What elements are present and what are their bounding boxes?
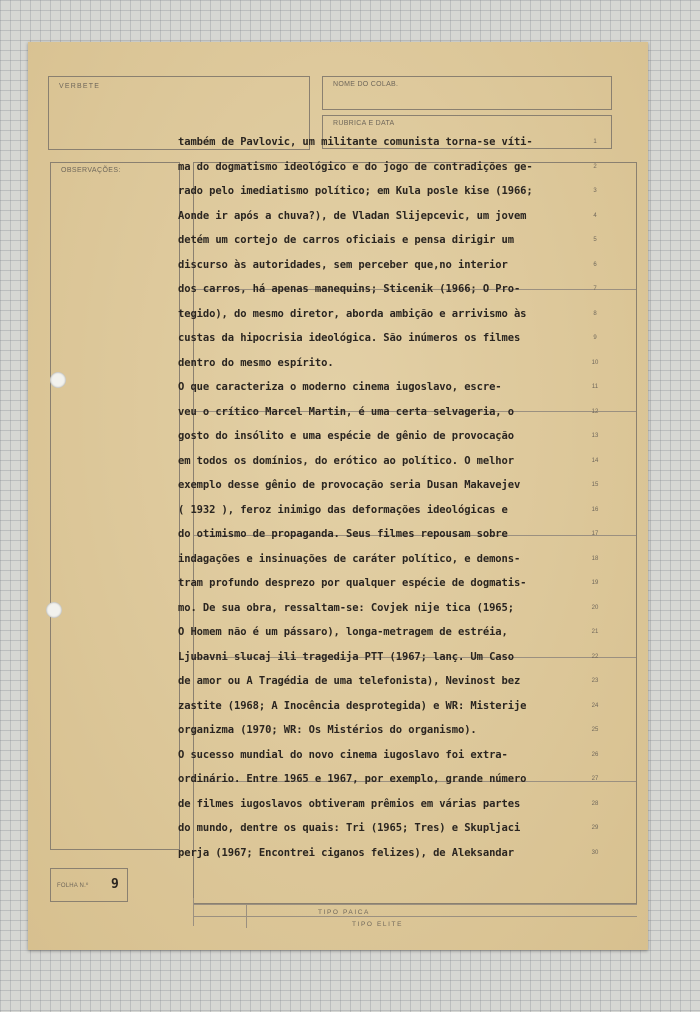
bottom-rule [193,916,637,917]
line-number: 25 [591,727,599,733]
text-line: mo. De sua obra, ressaltam-se: Covjek nije tica (1965; [178,601,514,614]
bottom-tick [246,904,247,928]
text-line: do mundo, dentre os quais: Tri (1965; Tres) e Skupljaci [178,822,521,834]
tipo-elite-label: TIPO ELITE [352,921,404,928]
text-line: de amor ou A Tragédia de uma telefonista), Nevinost bez [178,675,521,687]
line-number: 10 [591,359,599,366]
bottom-rule [193,904,637,905]
text-line: Aonde ir após a chuva?), de Vladan Slijepcevic, um jovem [178,209,527,222]
observacoes-box [50,162,180,850]
line-number: 24 [591,702,599,709]
text-line: tram profundo desprezo por qualquer espécie de dogmatis- [178,577,527,589]
line-number: 12 [591,408,599,415]
text-line: rado pelo imediatismo político; em Kula posle kise (1966; [178,185,533,197]
line-number: 18 [591,555,599,562]
line-number: 20 [591,604,599,611]
line-number: 16 [591,506,599,513]
text-line: zastite (1968; A Inocência desprotegida) e WR: Misterije [178,699,527,712]
text-line: ordinário. Entre 1965 e 1967, por exemplo, grande número [178,773,527,785]
text-line: exemplo desse gênio de provocação seria Dusan Makavejev [178,479,521,491]
line-number: 21 [591,629,599,635]
text-line: dos carros, há apenas manequins; Sticenik (1966; O Pro- [178,283,521,295]
text-line: perja (1967; Encontrei ciganos felizes), de Aleksandar [178,846,514,859]
line-number: 22 [591,653,599,660]
text-line: gosto do insólito e uma espécie de gênio de provocação [178,430,514,442]
nome-colab-box [322,76,612,110]
text-line: discurso às autoridades, sem perceber que,no interior [178,258,508,271]
text-line: de filmes iugoslavos obtiveram prêmios em várias partes [178,797,521,810]
text-line: tegido), do mesmo diretor, aborda ambição e arrivismo às [178,307,527,320]
tipo-paica-label: TIPO PAICA [318,909,370,916]
line-number: 28 [591,800,599,807]
text-line: Ljubavni slucaj ili tragedija PTT (1967; lanç. Um Caso [178,650,514,663]
text-line: dentro do mesmo espírito. [178,356,334,369]
text-line: O Homem não é um pássaro), longa-metragem de estréia, [178,626,508,638]
line-number: 9 [593,335,597,341]
text-line: O que caracteriza o moderno cinema iugoslavo, escre- [178,381,502,393]
line-number: 11 [591,384,599,390]
text-line: detém um cortejo de carros oficiais e pensa dirigir um [178,234,514,246]
punch-hole [46,602,62,618]
folha-box [50,868,128,902]
text-line: também de Pavlovic, um militante comunista torna-se víti- [178,136,533,148]
bottom-tick [193,898,194,926]
line-number: 17 [591,531,599,537]
line-number: 13 [591,433,599,439]
text-line: do otimismo de propaganda. Seus filmes repousam sobre [178,528,508,540]
line-number: 2 [593,163,597,170]
text-line: em todos os domínios, do erótico ao político. O melhor [178,454,514,467]
text-line: indagações e insinuações de caráter político, e demons- [178,552,521,565]
text-line: organizma (1970; WR: Os Mistérios do organismo). [178,724,477,736]
line-number: 30 [591,849,599,856]
verbete-label: VERBETE [59,83,101,90]
text-line: ma do dogmatismo ideológico e do jogo de contradições ge- [178,160,533,173]
line-number: 3 [593,188,597,194]
line-number: 8 [593,310,597,317]
folha-label: FOLHA N.º [57,883,89,889]
rubrica-label: RUBRICA E DATA [333,120,395,127]
line-number: 26 [591,751,599,758]
line-number: 5 [593,237,597,243]
punch-hole [50,372,66,388]
line-number-column [586,130,604,865]
line-number: 6 [593,261,597,268]
nome-colab-label: NOME DO COLAB. [333,81,399,88]
text-line: veu o crítico Marcel Martin, é uma certa selvageria, o [178,405,514,418]
folha-number: 9 [111,877,119,892]
line-number: 7 [593,286,597,292]
line-number: 1 [593,139,597,145]
text-line: O sucesso mundial do novo cinema iugoslavo foi extra- [178,748,508,761]
text-line: custas da hipocrisia ideológica. São inúmeros os filmes [178,332,521,344]
line-number: 27 [591,776,599,782]
typed-text [178,130,598,865]
line-number: 19 [591,580,599,586]
line-number: 29 [591,825,599,831]
line-number: 15 [591,482,599,488]
line-number: 4 [593,212,597,219]
line-number: 14 [591,457,599,464]
observacoes-label: OBSERVAÇÕES: [61,167,121,174]
line-number: 23 [591,678,599,684]
text-line: ( 1932 ), feroz inimigo das deformações ideológicas e [178,503,508,516]
